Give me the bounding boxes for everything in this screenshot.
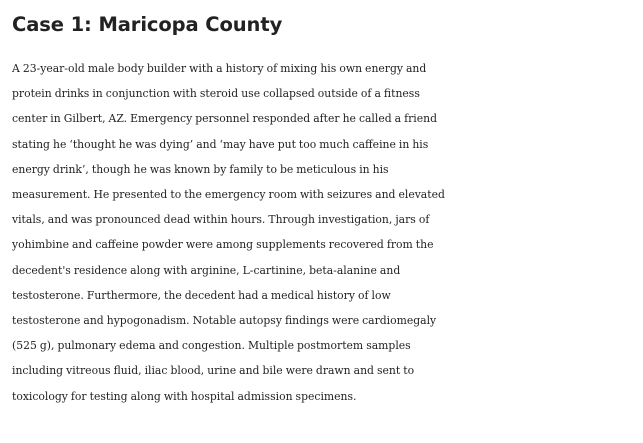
paragraph-line: (525 g), pulmonary edema and congestion. Multiple postmortem samples [12,339,411,353]
paragraph-line: center in Gilbert, AZ. Emergency personnel responded after he called a friend [12,112,437,126]
paragraph-line: energy drink’, though he was known by family to be meticulous in his [12,162,389,176]
case-paragraph [12,56,636,409]
paragraph-line: decedent's residence along with arginine, L-cartinine, beta-alanine and [12,263,401,277]
case-section [12,0,636,409]
paragraph-line: testosterone. Furthermore, the decedent had a medical history of low [12,288,391,302]
paragraph-line: protein drinks in conjunction with steroid use collapsed outside of a fitness [12,87,420,101]
paragraph-line: vitals, and was pronounced dead within hours. Through investigation, jars of [12,213,430,227]
paragraph-line: testosterone and hypogonadism. Notable autopsy findings were cardiomegaly [12,314,437,328]
paragraph-line: yohimbine and caffeine powder were among supplements recovered from the [12,238,434,252]
paragraph-line: toxicology for testing along with hospital admission specimens. [12,389,357,403]
paragraph-line: stating he ‘thought he was dying’ and ‘may have put too much caffeine in his [12,137,429,151]
paragraph-line: measurement. He presented to the emergency room with seizures and elevated [12,188,445,202]
paragraph-line: including vitreous fluid, iliac blood, urine and bile were drawn and sent to [12,364,415,378]
paragraph-line: A 23-year-old male body builder with a history of mixing his own energy and [12,62,427,75]
case-title: Case 1: Maricopa County [12,13,283,36]
